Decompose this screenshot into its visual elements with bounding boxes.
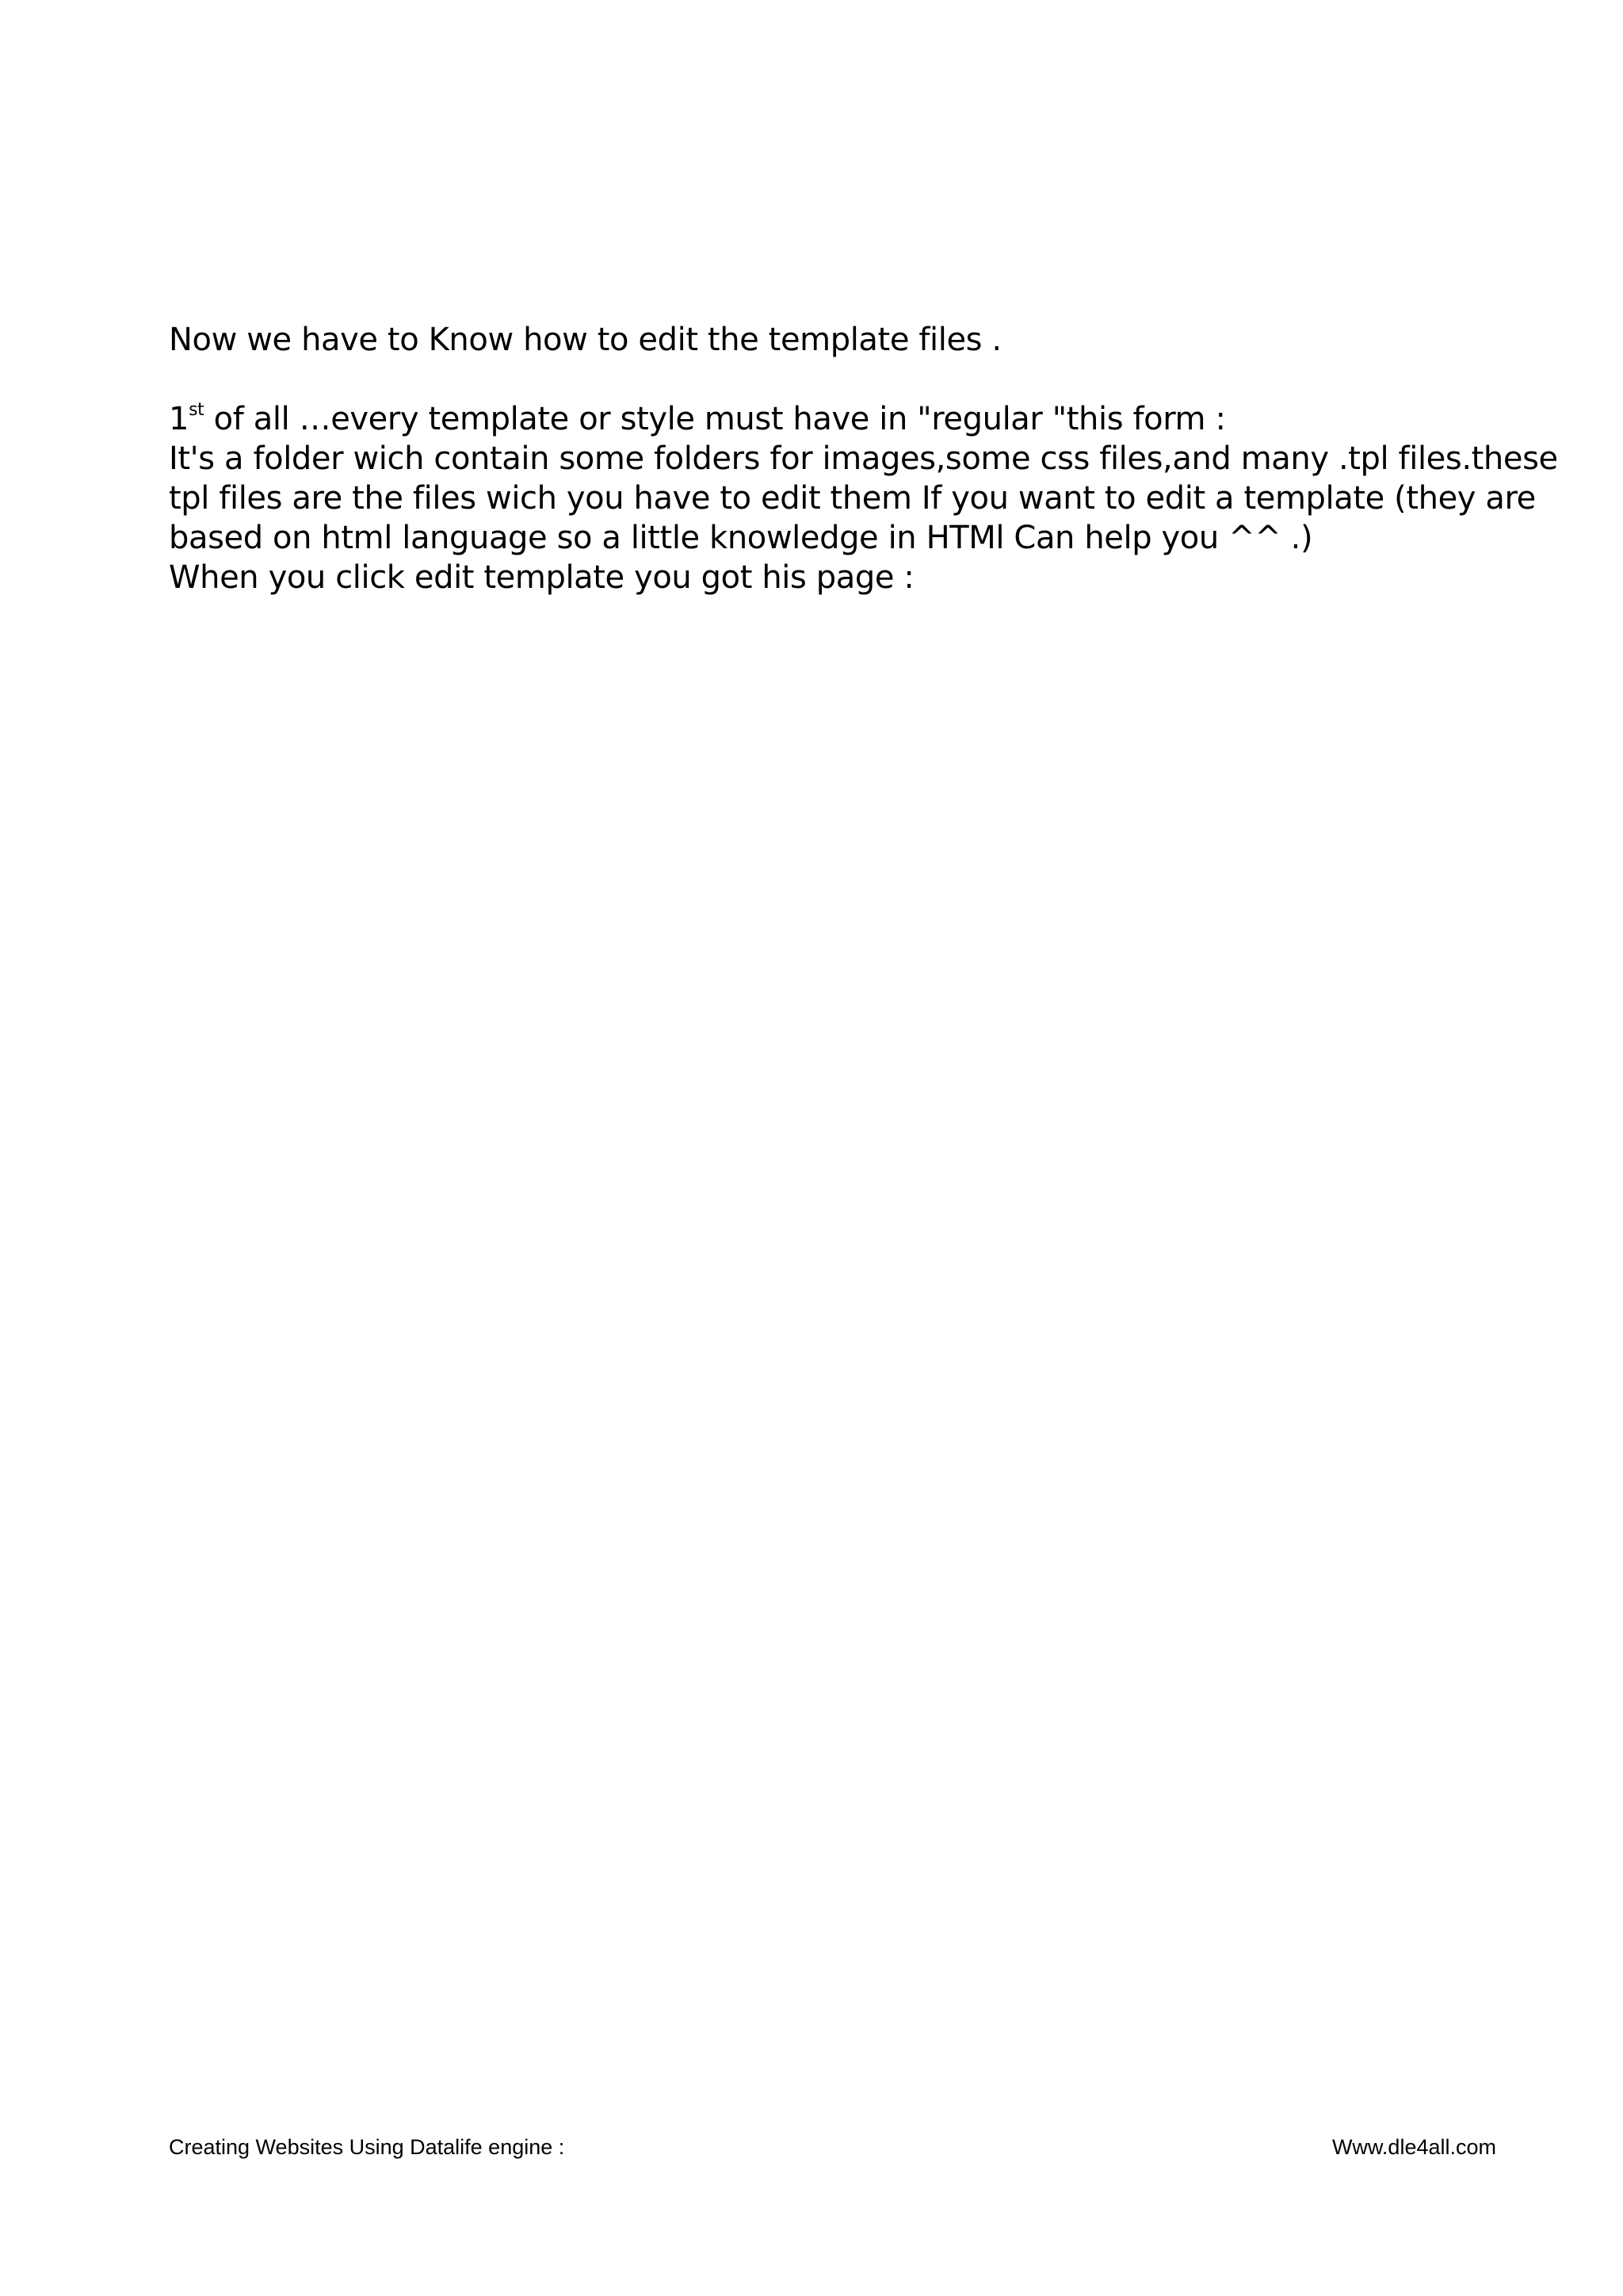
document-body — [169, 320, 1558, 597]
ordinal-number: 1 — [169, 401, 189, 437]
paragraph-line-2: It's a folder wich contain some folders for images,some css files,and many .tpl files.these — [169, 441, 1558, 477]
paragraph-line-3: tpl files are the files wich you have to edit them If you want to edit a template (they are — [169, 480, 1536, 517]
ordinal-suffix: st — [189, 399, 204, 420]
footer-right-text: Www.dle4all.com — [1331, 2135, 1496, 2159]
paragraph-line-1 — [169, 399, 1500, 439]
paragraph-line-4: based on html language so a little knowledge in HTMl Can help you ^^ .) — [169, 520, 1313, 556]
paragraph-line-1-text: of all …every template or style must have in "regular "this form : — [204, 401, 1226, 437]
intro-paragraph: Now we have to Know how to edit the template files . — [169, 322, 1002, 358]
paragraph-line-5: When you click edit template you got his page : — [169, 559, 915, 596]
footer-left-text: Creating Websites Using Datalife engine : — [169, 2135, 565, 2159]
